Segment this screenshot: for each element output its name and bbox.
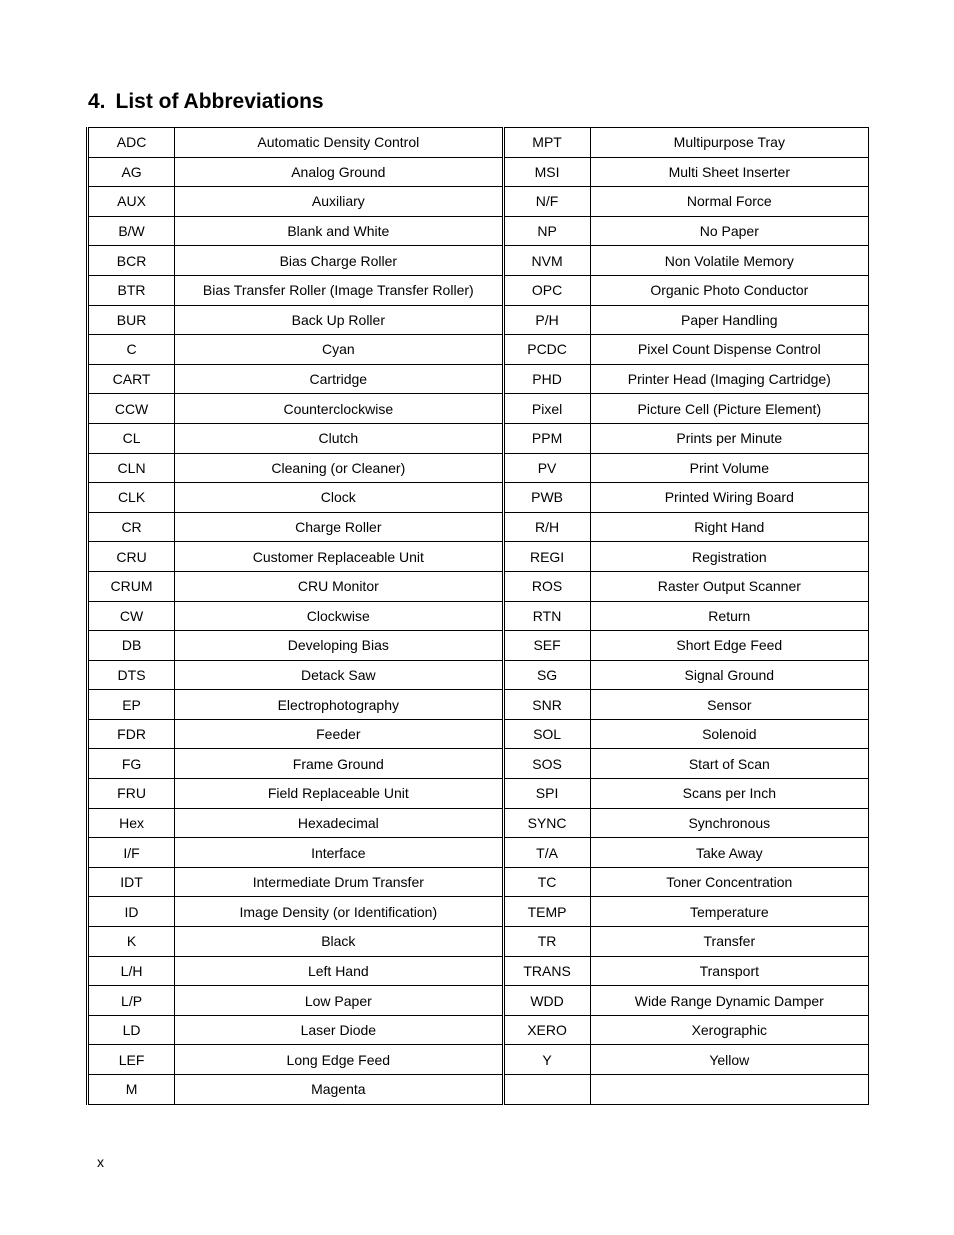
- right-abbreviation-cell: SPI: [503, 779, 590, 809]
- left-definition-cell: Clock: [175, 483, 503, 513]
- left-abbreviation-cell: ID: [88, 897, 175, 927]
- left-abbreviation-cell: FDR: [88, 719, 175, 749]
- left-definition-cell: Bias Charge Roller: [175, 246, 503, 276]
- left-definition-cell: Analog Ground: [175, 157, 503, 187]
- right-definition-cell: [590, 1075, 868, 1105]
- right-abbreviation-cell: MSI: [503, 157, 590, 187]
- right-abbreviation-cell: SEF: [503, 631, 590, 661]
- right-abbreviation-cell: T/A: [503, 838, 590, 868]
- table-row: [88, 364, 869, 394]
- left-abbreviation-cell: L/P: [88, 986, 175, 1016]
- right-definition-cell: Paper Handling: [590, 305, 868, 335]
- table-row: [88, 867, 869, 897]
- section-number: 4.: [88, 90, 106, 113]
- right-abbreviation-cell: XERO: [503, 1015, 590, 1045]
- left-abbreviation-cell: CLK: [88, 483, 175, 513]
- left-abbreviation-cell: FRU: [88, 779, 175, 809]
- left-definition-cell: Left Hand: [175, 956, 503, 986]
- left-abbreviation-cell: CW: [88, 601, 175, 631]
- right-definition-cell: Printed Wiring Board: [590, 483, 868, 513]
- left-abbreviation-cell: CR: [88, 512, 175, 542]
- right-abbreviation-cell: NP: [503, 216, 590, 246]
- table-row: [88, 453, 869, 483]
- right-definition-cell: Organic Photo Conductor: [590, 275, 868, 305]
- left-abbreviation-cell: M: [88, 1075, 175, 1105]
- table-row: [88, 631, 869, 661]
- left-abbreviation-cell: CLN: [88, 453, 175, 483]
- table-row: [88, 423, 869, 453]
- right-abbreviation-cell: SNR: [503, 690, 590, 720]
- table-row: [88, 838, 869, 868]
- right-definition-cell: Prints per Minute: [590, 423, 868, 453]
- left-abbreviation-cell: BCR: [88, 246, 175, 276]
- table-row: [88, 216, 869, 246]
- right-abbreviation-cell: PWB: [503, 483, 590, 513]
- table-row: [88, 601, 869, 631]
- left-definition-cell: Interface: [175, 838, 503, 868]
- right-abbreviation-cell: PV: [503, 453, 590, 483]
- right-definition-cell: Raster Output Scanner: [590, 571, 868, 601]
- table-row: [88, 927, 869, 957]
- left-definition-cell: Back Up Roller: [175, 305, 503, 335]
- table-row: [88, 690, 869, 720]
- left-abbreviation-cell: B/W: [88, 216, 175, 246]
- left-definition-cell: Intermediate Drum Transfer: [175, 867, 503, 897]
- left-abbreviation-cell: L/H: [88, 956, 175, 986]
- table-row: [88, 956, 869, 986]
- left-definition-cell: Automatic Density Control: [175, 128, 503, 158]
- left-definition-cell: Image Density (or Identification): [175, 897, 503, 927]
- left-abbreviation-cell: AG: [88, 157, 175, 187]
- right-abbreviation-cell: PCDC: [503, 335, 590, 365]
- left-definition-cell: Counterclockwise: [175, 394, 503, 424]
- table-row: [88, 246, 869, 276]
- right-definition-cell: Non Volatile Memory: [590, 246, 868, 276]
- table-row: [88, 512, 869, 542]
- left-definition-cell: Blank and White: [175, 216, 503, 246]
- left-abbreviation-cell: ADC: [88, 128, 175, 158]
- left-definition-cell: Auxiliary: [175, 187, 503, 217]
- right-definition-cell: Sensor: [590, 690, 868, 720]
- right-abbreviation-cell: WDD: [503, 986, 590, 1016]
- table-row: [88, 779, 869, 809]
- right-abbreviation-cell: TEMP: [503, 897, 590, 927]
- right-definition-cell: Take Away: [590, 838, 868, 868]
- right-definition-cell: Short Edge Feed: [590, 631, 868, 661]
- right-abbreviation-cell: P/H: [503, 305, 590, 335]
- left-abbreviation-cell: CRU: [88, 542, 175, 572]
- page-number: x: [97, 1154, 104, 1170]
- left-definition-cell: CRU Monitor: [175, 571, 503, 601]
- table-row: [88, 483, 869, 513]
- right-definition-cell: Return: [590, 601, 868, 631]
- right-abbreviation-cell: SOL: [503, 719, 590, 749]
- right-abbreviation-cell: TC: [503, 867, 590, 897]
- left-abbreviation-cell: BTR: [88, 275, 175, 305]
- left-definition-cell: Field Replaceable Unit: [175, 779, 503, 809]
- right-abbreviation-cell: N/F: [503, 187, 590, 217]
- left-definition-cell: Black: [175, 927, 503, 957]
- left-abbreviation-cell: IDT: [88, 867, 175, 897]
- left-definition-cell: Detack Saw: [175, 660, 503, 690]
- right-definition-cell: Normal Force: [590, 187, 868, 217]
- left-abbreviation-cell: I/F: [88, 838, 175, 868]
- left-abbreviation-cell: DTS: [88, 660, 175, 690]
- left-definition-cell: Feeder: [175, 719, 503, 749]
- left-abbreviation-cell: CART: [88, 364, 175, 394]
- left-abbreviation-cell: EP: [88, 690, 175, 720]
- section-title: List of Abbreviations: [115, 90, 324, 113]
- left-abbreviation-cell: DB: [88, 631, 175, 661]
- left-abbreviation-cell: LD: [88, 1015, 175, 1045]
- right-definition-cell: Multipurpose Tray: [590, 128, 868, 158]
- right-definition-cell: Temperature: [590, 897, 868, 927]
- right-definition-cell: Transport: [590, 956, 868, 986]
- left-definition-cell: Cyan: [175, 335, 503, 365]
- right-abbreviation-cell: NVM: [503, 246, 590, 276]
- right-abbreviation-cell: TRANS: [503, 956, 590, 986]
- left-definition-cell: Customer Replaceable Unit: [175, 542, 503, 572]
- left-definition-cell: Cleaning (or Cleaner): [175, 453, 503, 483]
- left-abbreviation-cell: AUX: [88, 187, 175, 217]
- left-definition-cell: Hexadecimal: [175, 808, 503, 838]
- table-row: [88, 808, 869, 838]
- left-definition-cell: Clutch: [175, 423, 503, 453]
- right-abbreviation-cell: [503, 1075, 590, 1105]
- left-abbreviation-cell: CCW: [88, 394, 175, 424]
- table-row: [88, 305, 869, 335]
- right-abbreviation-cell: ROS: [503, 571, 590, 601]
- right-abbreviation-cell: MPT: [503, 128, 590, 158]
- right-abbreviation-cell: PHD: [503, 364, 590, 394]
- abbreviations-table: [86, 127, 869, 1105]
- abbreviations-table-body: [88, 128, 869, 1105]
- left-definition-cell: Electrophotography: [175, 690, 503, 720]
- table-row: [88, 719, 869, 749]
- right-abbreviation-cell: SOS: [503, 749, 590, 779]
- left-definition-cell: Long Edge Feed: [175, 1045, 503, 1075]
- right-definition-cell: Transfer: [590, 927, 868, 957]
- right-abbreviation-cell: RTN: [503, 601, 590, 631]
- right-abbreviation-cell: PPM: [503, 423, 590, 453]
- table-row: [88, 1015, 869, 1045]
- right-definition-cell: Scans per Inch: [590, 779, 868, 809]
- table-row: [88, 986, 869, 1016]
- table-row: [88, 394, 869, 424]
- right-definition-cell: Pixel Count Dispense Control: [590, 335, 868, 365]
- left-abbreviation-cell: LEF: [88, 1045, 175, 1075]
- table-row: [88, 749, 869, 779]
- right-definition-cell: Xerographic: [590, 1015, 868, 1045]
- left-abbreviation-cell: C: [88, 335, 175, 365]
- right-definition-cell: Wide Range Dynamic Damper: [590, 986, 868, 1016]
- right-definition-cell: Yellow: [590, 1045, 868, 1075]
- left-definition-cell: Developing Bias: [175, 631, 503, 661]
- left-definition-cell: Cartridge: [175, 364, 503, 394]
- right-definition-cell: Print Volume: [590, 453, 868, 483]
- left-abbreviation-cell: Hex: [88, 808, 175, 838]
- left-definition-cell: Laser Diode: [175, 1015, 503, 1045]
- left-definition-cell: Charge Roller: [175, 512, 503, 542]
- right-definition-cell: Synchronous: [590, 808, 868, 838]
- right-abbreviation-cell: Pixel: [503, 394, 590, 424]
- left-definition-cell: Clockwise: [175, 601, 503, 631]
- left-abbreviation-cell: BUR: [88, 305, 175, 335]
- table-row: [88, 660, 869, 690]
- left-abbreviation-cell: FG: [88, 749, 175, 779]
- left-definition-cell: Frame Ground: [175, 749, 503, 779]
- right-definition-cell: Start of Scan: [590, 749, 868, 779]
- right-definition-cell: Picture Cell (Picture Element): [590, 394, 868, 424]
- left-abbreviation-cell: CL: [88, 423, 175, 453]
- table-row: [88, 897, 869, 927]
- right-abbreviation-cell: Y: [503, 1045, 590, 1075]
- right-definition-cell: No Paper: [590, 216, 868, 246]
- right-definition-cell: Printer Head (Imaging Cartridge): [590, 364, 868, 394]
- left-abbreviation-cell: K: [88, 927, 175, 957]
- table-row: [88, 1045, 869, 1075]
- right-definition-cell: Solenoid: [590, 719, 868, 749]
- table-row: [88, 542, 869, 572]
- right-definition-cell: Right Hand: [590, 512, 868, 542]
- table-row: [88, 1075, 869, 1105]
- right-definition-cell: Multi Sheet Inserter: [590, 157, 868, 187]
- page-title: [88, 90, 324, 114]
- right-abbreviation-cell: TR: [503, 927, 590, 957]
- table-row: [88, 275, 869, 305]
- right-abbreviation-cell: R/H: [503, 512, 590, 542]
- left-definition-cell: Low Paper: [175, 986, 503, 1016]
- left-definition-cell: Magenta: [175, 1075, 503, 1105]
- right-definition-cell: Signal Ground: [590, 660, 868, 690]
- table-row: [88, 335, 869, 365]
- right-definition-cell: Registration: [590, 542, 868, 572]
- right-abbreviation-cell: REGI: [503, 542, 590, 572]
- table-row: [88, 128, 869, 158]
- left-abbreviation-cell: CRUM: [88, 571, 175, 601]
- right-abbreviation-cell: SYNC: [503, 808, 590, 838]
- table-row: [88, 187, 869, 217]
- right-definition-cell: Toner Concentration: [590, 867, 868, 897]
- table-row: [88, 571, 869, 601]
- left-definition-cell: Bias Transfer Roller (Image Transfer Roller): [175, 275, 503, 305]
- right-abbreviation-cell: SG: [503, 660, 590, 690]
- table-row: [88, 157, 869, 187]
- right-abbreviation-cell: OPC: [503, 275, 590, 305]
